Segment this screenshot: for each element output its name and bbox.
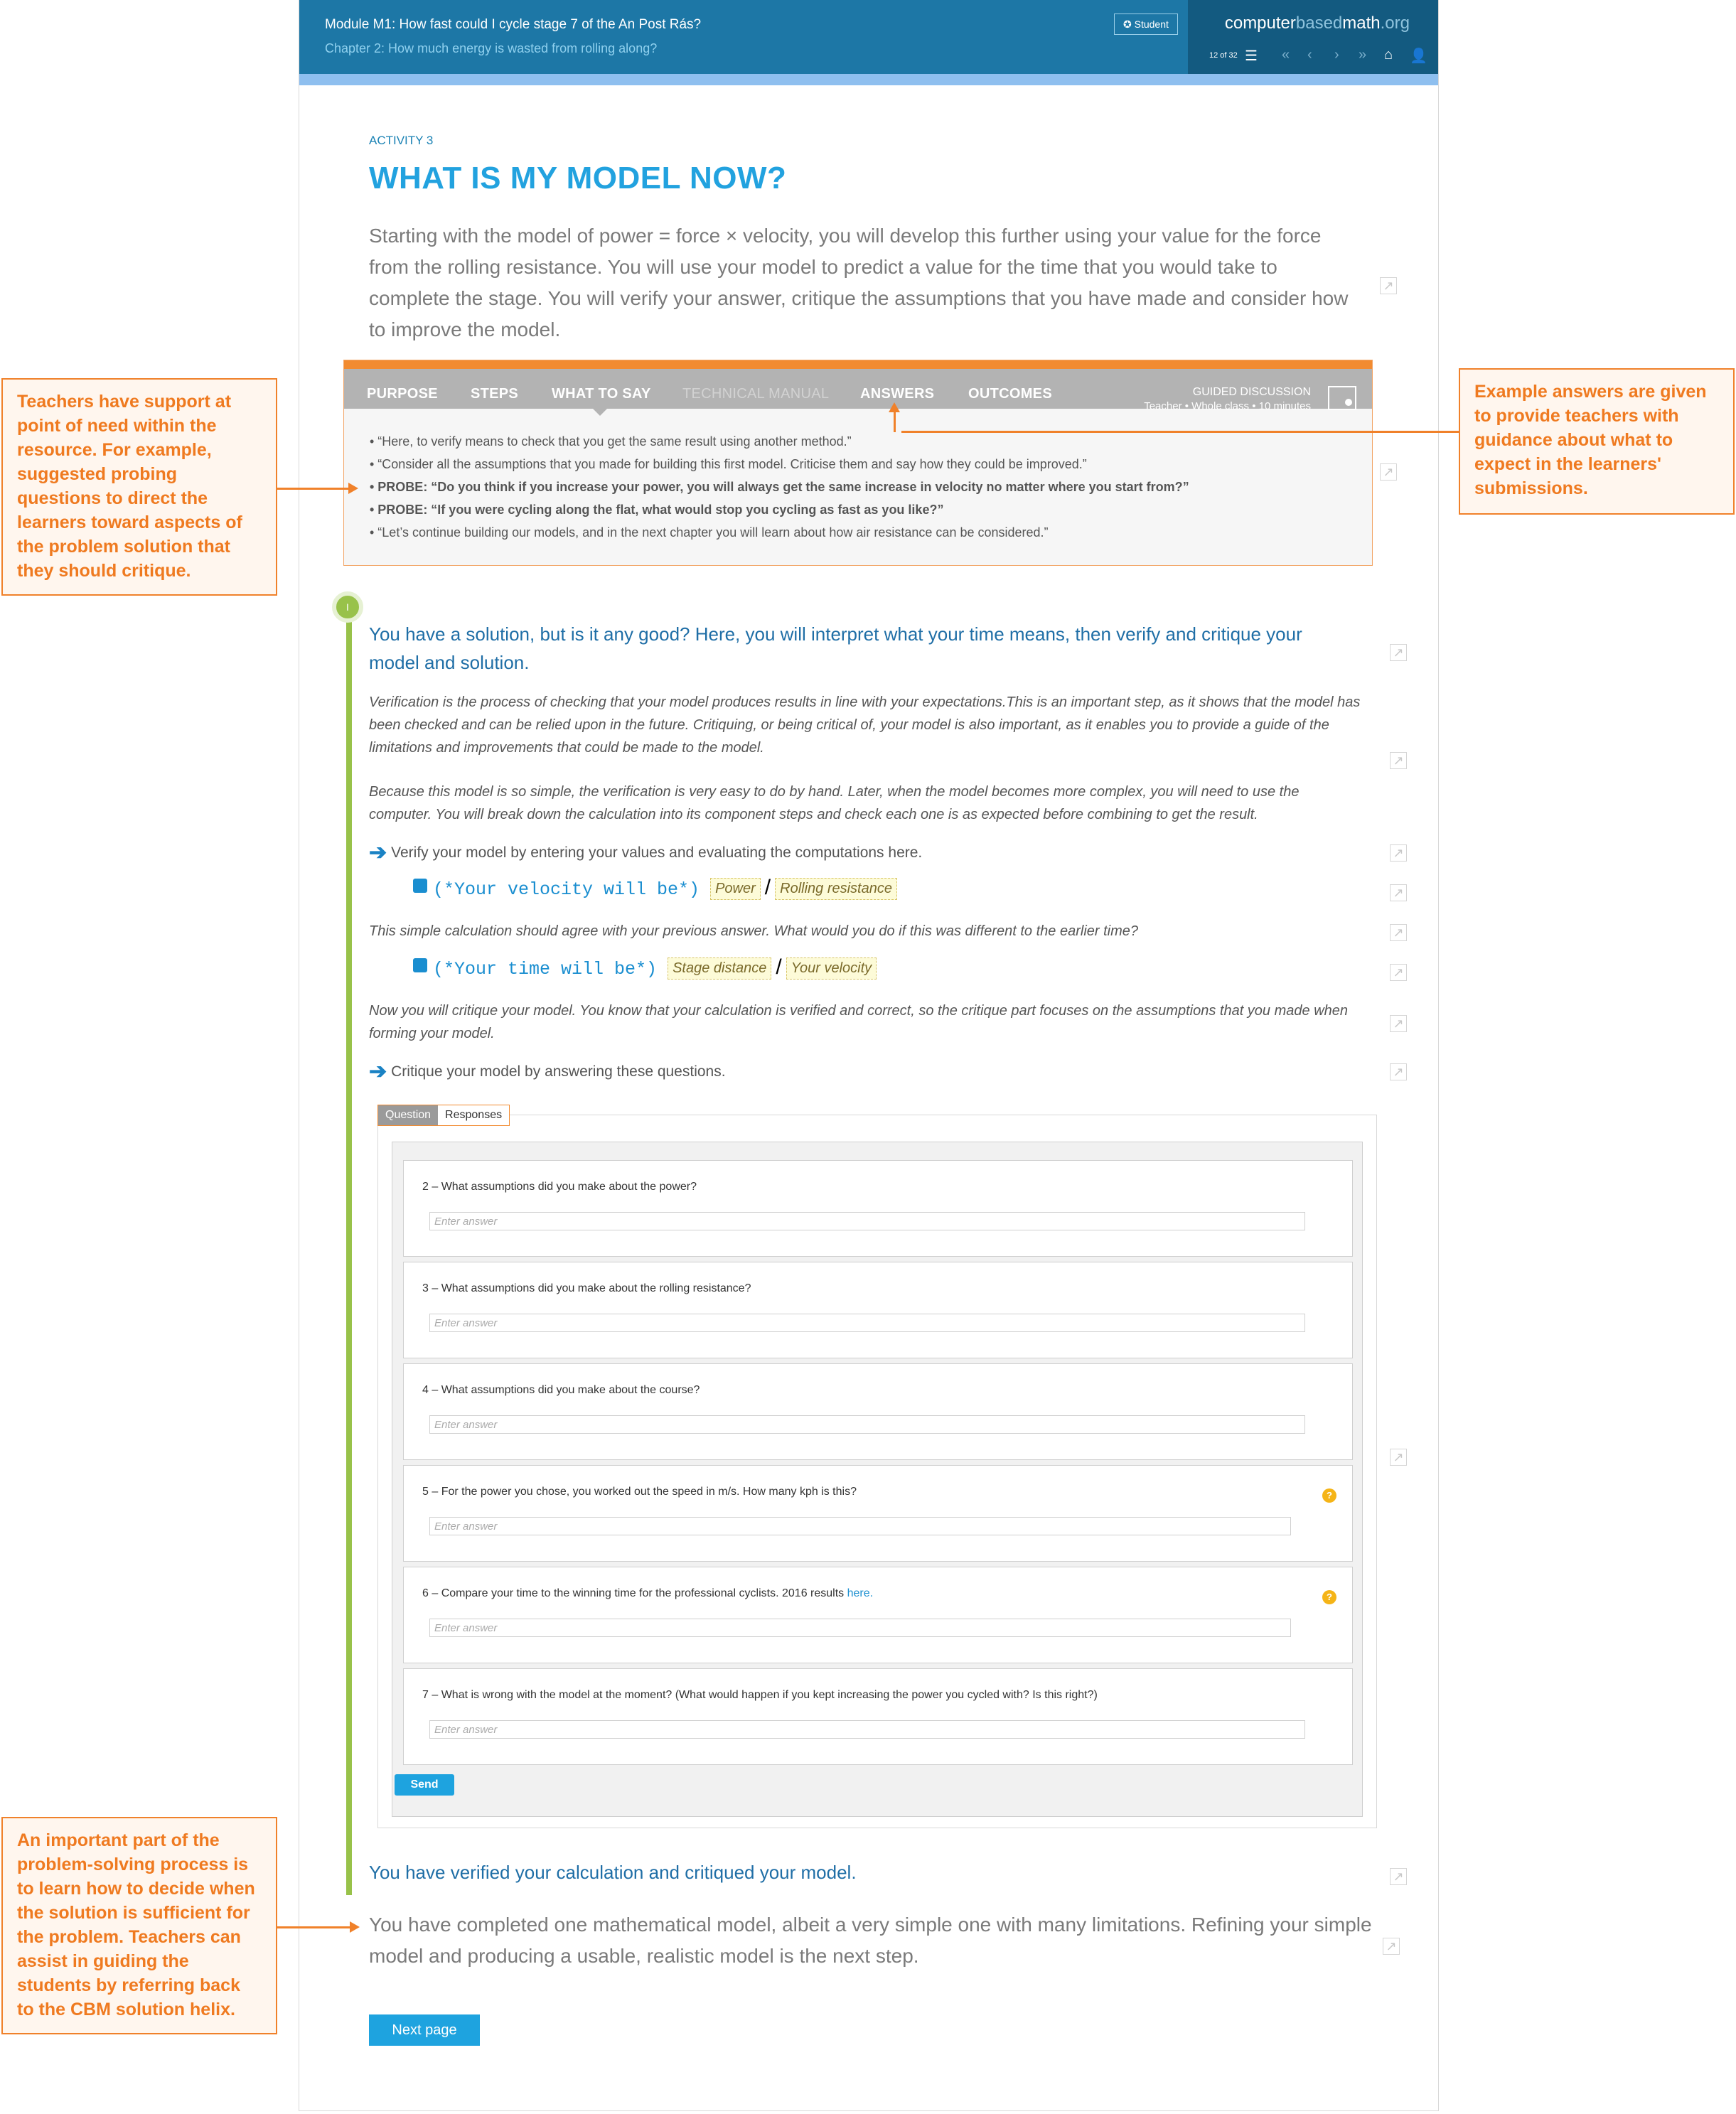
popout-icon[interactable]: ↗ xyxy=(1390,884,1407,901)
question-card xyxy=(403,1567,1353,1663)
question-text: 4 – What assumptions did you make about the course? xyxy=(422,1384,700,1396)
popout-icon[interactable]: ↗ xyxy=(1390,1449,1407,1466)
panel-accent-bar xyxy=(344,360,1372,369)
popout-icon[interactable]: ↗ xyxy=(1390,1015,1407,1032)
next-page-button[interactable]: Next page xyxy=(369,2014,480,2046)
section-progress-line xyxy=(346,606,352,1895)
next-page-icon[interactable]: › xyxy=(1334,47,1339,63)
power-placeholder[interactable]: Power xyxy=(710,878,761,900)
question-card xyxy=(403,1262,1353,1358)
popout-icon[interactable]: ↗ xyxy=(1390,644,1407,661)
annotation-arrowhead xyxy=(889,402,900,412)
contents-list-icon[interactable]: ☰ xyxy=(1245,48,1258,64)
section-heading: You have a solution, but is it any good? Here, you will interpret what your time means, then verify and critique your model and solution. xyxy=(369,623,1302,673)
brand-logo[interactable] xyxy=(1225,14,1410,33)
activity-title: WHAT IS MY MODEL NOW? xyxy=(369,161,787,195)
popout-icon[interactable]: ↗ xyxy=(1390,752,1407,769)
guided-discussion-icon xyxy=(1328,386,1356,410)
guided-discussion-meta: Teacher • Whole class • 10 minutes xyxy=(1144,400,1311,412)
brand-text-4: .org xyxy=(1380,14,1410,33)
activity-label: ACTIVITY 3 xyxy=(369,134,434,147)
teacher-guidance-panel xyxy=(343,360,1373,566)
last-page-icon[interactable]: » xyxy=(1359,47,1367,63)
critique-paragraph: Now you will critique your model. You know that your calculation is verified and correct, so the critique part focuses on the assumptions that you made when forming your model. xyxy=(369,1003,1349,1041)
answer-input[interactable] xyxy=(429,1619,1291,1637)
division-operator: / xyxy=(776,955,782,979)
tab-question[interactable]: Question xyxy=(378,1105,438,1125)
tab-steps[interactable]: STEPS xyxy=(471,386,519,402)
lesson-page xyxy=(299,0,1439,2111)
stage-distance-placeholder[interactable]: Stage distance xyxy=(668,957,771,980)
verify-instruction-text: Verify your model by entering your values and evaluating the computations here. xyxy=(391,844,923,861)
activity-intro: Starting with the model of power = force × velocity, you will develop this further using your value for the force from the rolling resistance. You will use your model to predict a value for the time that you would take to complete the stage. You will verify your answer, critique the assumptions that you have made and consider how to improve the model. xyxy=(369,225,1349,340)
guidance-tabs xyxy=(344,369,1372,412)
agreement-paragraph: This simple calculation should agree with your previous answer. What would you do if this was different to the earlier time? xyxy=(369,923,1139,939)
guided-discussion-title: GUIDED DISCUSSION xyxy=(1192,386,1311,398)
arrow-right-icon: ➔ xyxy=(369,841,387,864)
brand-text-1: computer xyxy=(1224,14,1296,33)
tab-outcomes[interactable]: OUTCOMES xyxy=(968,386,1052,402)
module-header xyxy=(299,0,1438,74)
closing-text: You have completed one mathematical model, albeit a very simple one with many limitations. Refining your simple model and producing a usable, realistic model is the next step. xyxy=(369,1914,1372,1967)
rolling-resistance-placeholder[interactable]: Rolling resistance xyxy=(775,878,897,900)
your-velocity-placeholder[interactable]: Your velocity xyxy=(786,957,877,980)
answer-input[interactable] xyxy=(429,1212,1305,1230)
answer-input[interactable] xyxy=(429,1517,1291,1535)
home-icon[interactable]: ⌂ xyxy=(1384,47,1393,63)
user-menu-icon[interactable]: 👤 xyxy=(1410,48,1427,64)
tab-purpose[interactable]: PURPOSE xyxy=(367,386,438,402)
guidance-probe: • PROBE: “Do you think if you increase your power, you will always get the same increase in velocity no matter where you start from?” xyxy=(370,480,1189,494)
popout-icon[interactable]: ↗ xyxy=(1390,844,1407,862)
hint-icon[interactable]: ? xyxy=(1322,1488,1336,1503)
chapter-title[interactable]: Chapter 2: How much energy is wasted from rolling along? xyxy=(325,41,658,55)
guidance-bullet: • “Here, to verify means to check that you get the same result using another method.” xyxy=(370,434,852,449)
previous-page-icon[interactable]: ‹ xyxy=(1307,47,1312,63)
code-comment: (*Your velocity will be*) xyxy=(433,879,700,900)
arrow-right-icon: ➔ xyxy=(369,1060,387,1083)
annotation-connector xyxy=(901,431,1459,433)
question-text: 5 – For the power you chose, you worked out the speed in m/s. How many kph is this? xyxy=(422,1486,857,1498)
question-card xyxy=(403,1668,1353,1765)
module-title: Module M1: How fast could I cycle stage 7 of the An Post Rás? xyxy=(325,17,702,32)
tab-answers[interactable]: ANSWERS xyxy=(860,386,935,402)
answer-input[interactable] xyxy=(429,1415,1305,1434)
popout-icon[interactable]: ↗ xyxy=(1390,1063,1407,1080)
first-page-icon[interactable]: « xyxy=(1282,47,1290,63)
annotation-connector xyxy=(277,1926,350,1928)
popout-icon[interactable]: ↗ xyxy=(1380,277,1397,294)
annotation-arrowhead xyxy=(348,483,358,494)
active-tab-caret xyxy=(593,409,607,416)
tab-what-to-say[interactable]: WHAT TO SAY xyxy=(552,386,651,402)
popout-icon[interactable]: ↗ xyxy=(1390,924,1407,941)
question-text xyxy=(422,1587,873,1600)
evaluate-cell-icon[interactable] xyxy=(413,879,427,893)
question-card xyxy=(403,1363,1353,1460)
annotation-connector xyxy=(277,488,348,490)
question-text-body: 6 – Compare your time to the winning time for the professional cyclists. 2016 results xyxy=(422,1587,847,1599)
hand-verification-paragraph: Because this model is so simple, the verification is very easy to do by hand. Later, when the model becomes more complex, you will need to use the computer. You will break down the calculation into its component steps and check each one is as expected before combining to get the result. xyxy=(369,784,1300,822)
critique-instruction xyxy=(369,1059,726,1084)
answer-input[interactable] xyxy=(429,1314,1305,1332)
closing-heading: You have verified your calculation and critiqued your model. xyxy=(369,1862,857,1883)
code-comment: (*Your time will be*) xyxy=(433,959,658,980)
verify-instruction xyxy=(369,840,922,865)
popout-icon[interactable]: ↗ xyxy=(1383,1938,1400,1955)
annotation-teacher-support: Teachers have support at point of need within the resource. For example, suggested probing questions to direct the learners toward aspects of the problem solution that they should critique. xyxy=(1,378,277,596)
question-text: 7 – What is wrong with the model at the moment? (What would happen if you kept increasing the power you cycled with? Is this right?) xyxy=(422,1689,1098,1701)
send-button[interactable]: Send xyxy=(395,1774,454,1796)
popout-icon[interactable]: ↗ xyxy=(1390,1868,1407,1885)
brand-text-2: based xyxy=(1295,14,1343,33)
verification-paragraph: Verification is the process of checking that your model produces results in line with your expectations.This is an important step, as it shows that the model has been checked and can be relied upon in the future. Critiquing, or being critical of, your model is also important, as it enables you to provide a guide of the limitations and improvements that could be made to the model. xyxy=(369,694,1361,756)
header-nav xyxy=(1188,0,1438,74)
question-text: 2 – What assumptions did you make about the power? xyxy=(422,1181,697,1193)
question-card xyxy=(403,1465,1353,1562)
annotation-example-answers: Example answers are given to provide teachers with guidance about what to expect in the learners' submissions. xyxy=(1459,368,1735,515)
tab-technical-manual: TECHNICAL MANUAL xyxy=(682,386,830,402)
popout-icon[interactable]: ↗ xyxy=(1380,463,1397,481)
header-progress-bar xyxy=(299,74,1438,85)
guidance-bullet: • “Let’s continue building our models, and in the next chapter you will learn about how air resistance can be considered.” xyxy=(370,525,1049,540)
annotation-solution-sufficiency: An important part of the problem-solving process is to learn how to decide when the solution is sufficient for the problem. Teachers can assist in guiding the students by referring back to the CBM solution helix. xyxy=(1,1817,277,2034)
annotation-arrowhead xyxy=(350,1921,360,1933)
brand-text-3: math xyxy=(1342,14,1381,33)
popout-icon[interactable]: ↗ xyxy=(1390,964,1407,981)
tab-responses[interactable]: Responses xyxy=(445,1109,503,1121)
answer-input[interactable] xyxy=(429,1720,1305,1739)
velocity-computation[interactable] xyxy=(413,876,897,900)
evaluate-cell-icon[interactable] xyxy=(413,958,427,972)
results-link[interactable]: here. xyxy=(847,1587,874,1599)
time-computation[interactable] xyxy=(413,955,877,980)
guidance-probe: • PROBE: “If you were cycling along the flat, what would stop you cycling as fast as you like?” xyxy=(370,503,944,517)
annotation-connector xyxy=(894,411,896,432)
question-text: 3 – What assumptions did you make about the rolling resistance? xyxy=(422,1282,751,1294)
page-indicator: 12 of 32 xyxy=(1209,51,1238,60)
question-card xyxy=(403,1160,1353,1257)
section-step-marker: I xyxy=(332,591,363,623)
question-tabs xyxy=(377,1105,510,1126)
guidance-bullet: • “Consider all the assumptions that you made for building this first model. Criticise them and say how they could be improved.” xyxy=(370,457,1087,471)
hint-icon[interactable]: ? xyxy=(1322,1590,1336,1604)
student-role-button[interactable]: ✪ Student xyxy=(1114,14,1178,35)
division-operator: / xyxy=(764,876,771,899)
critique-instruction-text: Critique your model by answering these questions. xyxy=(391,1063,726,1080)
